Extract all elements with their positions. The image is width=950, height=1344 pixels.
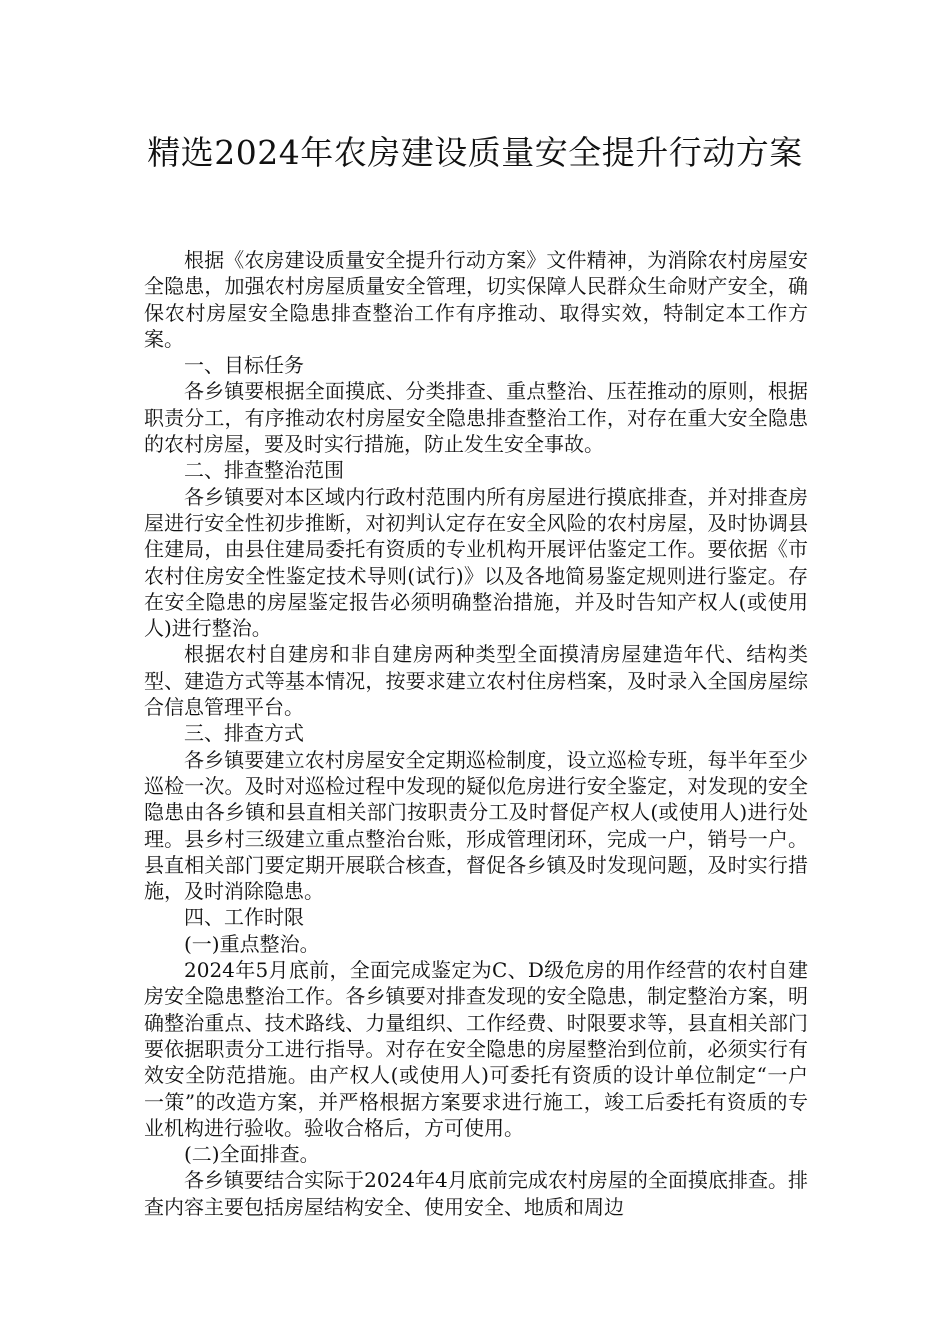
paragraph-scope: 各乡镇要对本区域内行政村范围内所有房屋进行摸底排查，并对排查房屋进行安全性初步推断，对初判认定存在安全风险的农村房屋，及时协调县住建局，由县住建局委托有资质的专业机构开展评估鉴定工作。要依据《市农村住房安全性鉴定技术导则(试行)》以及各地简易鉴定规则进行鉴定。存在安全隐患的房屋鉴定报告必须明确整治措施，并及时告知产权人(或使用人)进行整治。 xyxy=(144,484,808,641)
document-title: 精选2024年农房建设质量安全提升行动方案 xyxy=(147,133,803,172)
section-heading-method: 三、排查方式 xyxy=(184,721,304,746)
subheading-full-inspection: (二)全面排查。 xyxy=(184,1142,320,1167)
paragraph-key-rectification: 2024年5月底前，全面完成鉴定为C、D级危房的用作经营的农村自建房安全隐患整治工作。各乡镇要对排查发现的安全隐患，制定整治方案，明确整治重点、技术路线、力量组织、工作经费、时限要求等，县直相关部门要依据职责分工进行指导。对存在安全隐患的房屋整治到位前，必须实行有效安全防范措施。由产权人(或使用人)可委托有资质的设计单位制定“一户一策”的改造方案，并严格根据方案要求进行施工，竣工后委托有资质的专业机构进行验收。验收合格后，方可使用。 xyxy=(144,958,808,1140)
intro-paragraph: 根据《农房建设质量安全提升行动方案》文件精神，为消除农村房屋安全隐患，加强农村房屋质量安全管理，切实保障人民群众生命财产安全，确保农村房屋安全隐患排查整治工作有序推动、取得实效，特制定本工作方案。 xyxy=(144,248,808,351)
section-heading-goals: 一、目标任务 xyxy=(184,353,304,378)
paragraph-goals: 各乡镇要根据全面摸底、分类排查、重点整治、压茬推动的原则，根据职责分工，有序推动农村房屋安全隐患排查整治工作，对存在重大安全隐患的农村房屋，要及时实行措施，防止发生安全事故。 xyxy=(144,379,808,457)
paragraph-full-inspection: 各乡镇要结合实际于2024年4月底前完成农村房屋的全面摸底排查。排查内容主要包括房屋结构安全、使用安全、地质和周边 xyxy=(144,1168,808,1219)
document-body xyxy=(144,247,808,1220)
section-heading-timeline: 四、工作时限 xyxy=(184,905,304,930)
paragraph-archives: 根据农村自建房和非自建房两种类型全面摸清房屋建造年代、结构类型、建造方式等基本情况，按要求建立农村住房档案，及时录入全国房屋综合信息管理平台。 xyxy=(144,642,808,720)
subheading-key-rectification: (一)重点整治。 xyxy=(184,931,320,956)
paragraph-method: 各乡镇要建立农村房屋安全定期巡检制度，设立巡检专班，每半年至少巡检一次。及时对巡检过程中发现的疑似危房进行安全鉴定，对发现的安全隐患由各乡镇和县直相关部门按职责分工及时督促产权人(或使用人)进行处理。县乡村三级建立重点整治台账，形成管理闭环，完成一户，销号一户。县直相关部门要定期开展联合核查，督促各乡镇及时发现问题，及时实行措施，及时消除隐患。 xyxy=(144,747,808,904)
section-heading-scope: 二、排查整治范围 xyxy=(184,458,344,483)
